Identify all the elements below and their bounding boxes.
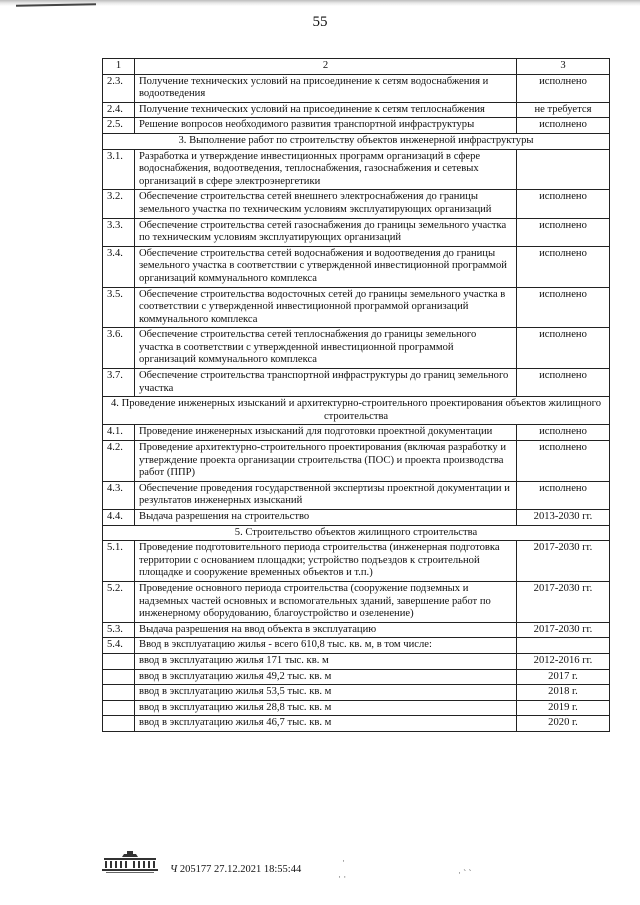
table-row <box>103 441 610 482</box>
row-number <box>103 700 135 716</box>
table-row <box>103 510 610 526</box>
row-number: 4.3. <box>103 481 135 509</box>
row-number: 4.2. <box>103 441 135 482</box>
row-number: 3.7. <box>103 369 135 397</box>
row-status: исполнено <box>517 369 610 397</box>
row-description: Выдача разрешения на ввод объекта в эксплуатацию <box>135 622 517 638</box>
table-subrow <box>103 700 610 716</box>
table-row <box>103 287 610 328</box>
table-row <box>103 581 610 622</box>
row-number: 3.3. <box>103 218 135 246</box>
stamp-text: 205177 27.12.2021 18:55:44 <box>179 864 302 875</box>
table-subrow <box>103 685 610 701</box>
section-heading-row <box>103 525 610 541</box>
table-subrow <box>103 669 610 685</box>
row-status: 2017-2030 гг. <box>517 541 610 582</box>
row-status: исполнено <box>517 328 610 369</box>
row-status <box>517 638 610 654</box>
row-number: 5.4. <box>103 638 135 654</box>
table-row <box>103 218 610 246</box>
section-heading-row <box>103 133 610 149</box>
row-description: Обеспечение строительства водосточных сетей до границы земельного участка в соответствии с утвержденной инвестиционной программой организаций коммунального комплекса <box>135 287 517 328</box>
row-status: исполнено <box>517 190 610 218</box>
page-number: 55 <box>312 14 328 30</box>
row-description: Проведение подготовительного периода строительства (инженерная подготовка территории с основанием площадки; устройство подъездов к строительной площадке и сооружение временных объектов и т.п.) <box>135 541 517 582</box>
row-description: Выдача разрешения на строительство <box>135 510 517 526</box>
scan-artifact: · · <box>338 872 347 882</box>
table-subrow <box>103 653 610 669</box>
row-number: 3.6. <box>103 328 135 369</box>
table-row <box>103 246 610 287</box>
row-description: Решение вопросов необходимого развития транспортной инфраструктуры <box>135 118 517 134</box>
scan-artifact: · ˋ ˋ <box>458 868 472 878</box>
schedule-table <box>102 58 610 732</box>
table-row <box>103 190 610 218</box>
document-stamp <box>170 864 301 875</box>
row-description: Обеспечение строительства сетей водоснабжения и водоотведения до границы земельного участка в соответствии с утвержденной инвестиционной программой организаций коммунального комплекса <box>135 246 517 287</box>
row-status: не требуется <box>517 102 610 118</box>
section-heading: 3. Выполнение работ по строительству объектов инженерной инфраструктуры <box>103 133 610 149</box>
row-description: Обеспечение проведения государственной экспертизы проектной документации и результатов инженерных изысканий <box>135 481 517 509</box>
row-description: ввод в эксплуатацию жилья 53,5 тыс. кв. м <box>135 685 517 701</box>
row-description: Получение технических условий на присоединение к сетям водоснабжения и водоотведения <box>135 74 517 102</box>
row-status: исполнено <box>517 218 610 246</box>
row-status: исполнено <box>517 287 610 328</box>
row-description: Проведение архитектурно-строительного проектирования (включая разработку и утверждение проекта организации строительства (ПОС) и проекта производства работ (ППР) <box>135 441 517 482</box>
table-row <box>103 328 610 369</box>
header-col-2: 2 <box>135 59 517 75</box>
emblem-logo-icon <box>100 850 160 874</box>
table-row <box>103 481 610 509</box>
row-description: Обеспечение строительства сетей теплоснабжения до границы земельного участка в соответствии с утвержденной инвестиционной программой организаций коммунального комплекса <box>135 328 517 369</box>
table-row <box>103 74 610 102</box>
row-description: ввод в эксплуатацию жилья 49,2 тыс. кв. м <box>135 669 517 685</box>
row-description: ввод в эксплуатацию жилья 171 тыс. кв. м <box>135 653 517 669</box>
row-status: исполнено <box>517 481 610 509</box>
row-description: Обеспечение строительства сетей внешнего электроснабжения до границы земельного участка по техническим условиям эксплуатирующих организаций <box>135 190 517 218</box>
table-header-row <box>103 59 610 75</box>
row-number: 3.1. <box>103 149 135 190</box>
table-subrow <box>103 716 610 732</box>
section-heading: 5. Строительство объектов жилищного строительства <box>103 525 610 541</box>
row-number: 2.4. <box>103 102 135 118</box>
table-row <box>103 638 610 654</box>
section-heading: 4. Проведение инженерных изысканий и архитектурно-строительного проектирования объектов жилищного строительства <box>103 397 610 425</box>
row-description: Получение технических условий на присоединение к сетям теплоснабжения <box>135 102 517 118</box>
row-number <box>103 716 135 732</box>
table-row <box>103 369 610 397</box>
row-status: 2020 г. <box>517 716 610 732</box>
row-status: исполнено <box>517 441 610 482</box>
row-status: исполнено <box>517 118 610 134</box>
row-number: 5.1. <box>103 541 135 582</box>
table-row <box>103 541 610 582</box>
row-status: 2012-2016 гг. <box>517 653 610 669</box>
table-row <box>103 622 610 638</box>
table-body <box>103 59 610 732</box>
row-number <box>103 669 135 685</box>
header-col-3: 3 <box>517 59 610 75</box>
table-row <box>103 118 610 134</box>
row-number: 3.2. <box>103 190 135 218</box>
row-description: Обеспечение строительства сетей газоснабжения до границы земельного участка по техническим условиям эксплуатирующих организаций <box>135 218 517 246</box>
row-status: 2019 г. <box>517 700 610 716</box>
row-number: 3.5. <box>103 287 135 328</box>
row-description: Проведение основного периода строительства (сооружение подземных и надземных частей основных и вспомогательных зданий, завершение работ по инженерному оборудованию, благоустройство и озеленение) <box>135 581 517 622</box>
row-status <box>517 149 610 190</box>
row-status: исполнено <box>517 246 610 287</box>
row-status: исполнено <box>517 74 610 102</box>
stamp-mark: Ч <box>170 864 178 875</box>
row-number: 3.4. <box>103 246 135 287</box>
row-number: 2.5. <box>103 118 135 134</box>
row-status: 2017 г. <box>517 669 610 685</box>
row-number: 2.3. <box>103 74 135 102</box>
scan-artifact <box>16 3 96 6</box>
row-number: 4.1. <box>103 425 135 441</box>
row-description: ввод в эксплуатацию жилья 28,8 тыс. кв. м <box>135 700 517 716</box>
row-status: 2018 г. <box>517 685 610 701</box>
row-number: 5.2. <box>103 581 135 622</box>
row-number: 5.3. <box>103 622 135 638</box>
row-number <box>103 685 135 701</box>
table-row <box>103 425 610 441</box>
scan-artifact: · <box>342 856 345 866</box>
table-row <box>103 102 610 118</box>
row-description: Разработка и утверждение инвестиционных программ организаций в сфере водоснабжения, водоотведения, теплоснабжения, газоснабжения и сетевых организаций в сфере электроэнергетики <box>135 149 517 190</box>
row-status: 2017-2030 гг. <box>517 622 610 638</box>
section-heading-row <box>103 397 610 425</box>
row-number <box>103 653 135 669</box>
row-description: Ввод в эксплуатацию жилья - всего 610,8 тыс. кв. м, в том числе: <box>135 638 517 654</box>
table-row <box>103 149 610 190</box>
row-description: ввод в эксплуатацию жилья 46,7 тыс. кв. м <box>135 716 517 732</box>
header-col-1: 1 <box>103 59 135 75</box>
row-status: исполнено <box>517 425 610 441</box>
row-status: 2013-2030 гг. <box>517 510 610 526</box>
row-description: Проведение инженерных изысканий для подготовки проектной документации <box>135 425 517 441</box>
row-status: 2017-2030 гг. <box>517 581 610 622</box>
row-description: Обеспечение строительства транспортной инфраструктуры до границ земельного участка <box>135 369 517 397</box>
row-number: 4.4. <box>103 510 135 526</box>
